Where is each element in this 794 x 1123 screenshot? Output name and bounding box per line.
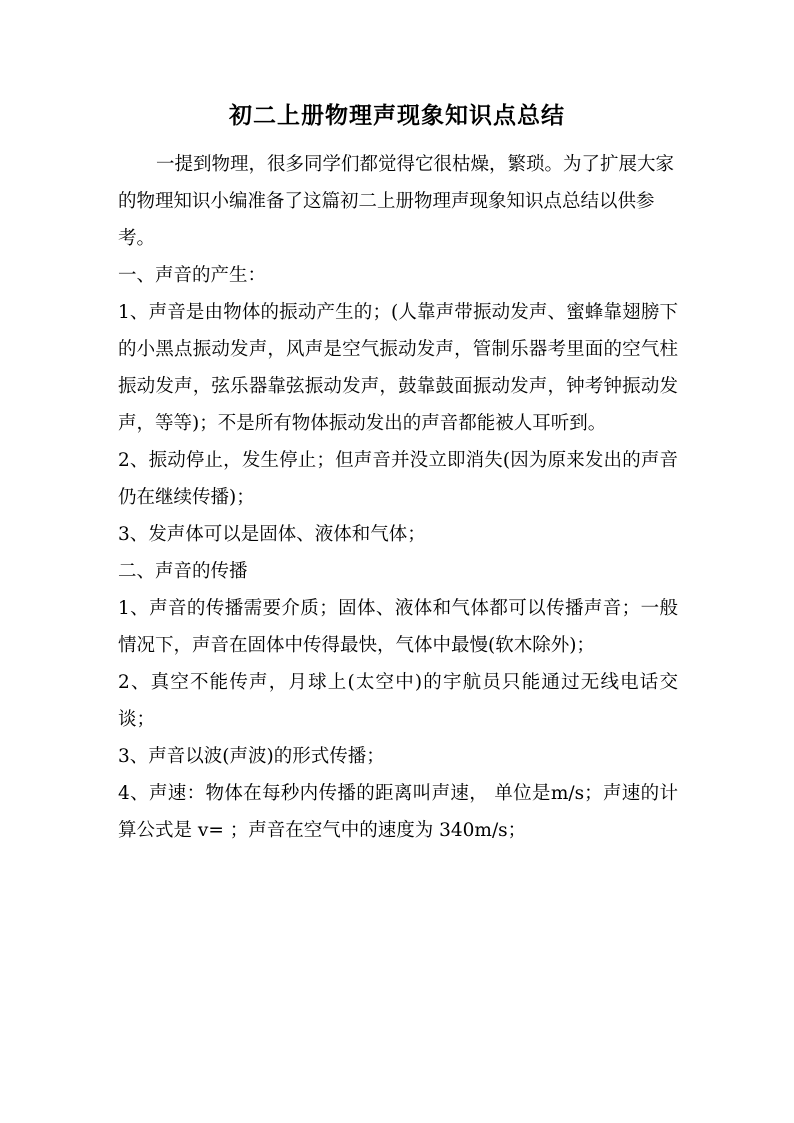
paragraph-production-1: 1、声音是由物体的振动产生的；(人靠声带振动发声、蜜蜂靠翅膀下的小黑点振动发声，风声是空气振动发声，管制乐器考里面的空气柱振动发声，弦乐器靠弦振动发声，鼓靠鼓面振动发声，钟考钟振动发声，等等)；不是所有物体振动发出的声音都能被人耳听到。	[118, 302, 678, 434]
section-heading-sound-production: 一、声音的产生：	[118, 265, 267, 286]
paragraph-propagation-4: 4、声速：物体在每秒内传播的距离叫声速， 单位是m/s；声速的计算公式是 v= ；声音在空气中的速度为 340m/s；	[118, 783, 678, 841]
document-title: 初二上册物理声现象知识点总结	[229, 102, 565, 129]
document-body	[118, 146, 678, 849]
paragraph-production-2: 2、振动停止，发生停止；但声音并没立即消失(因为原来发出的声音仍在继续传播)；	[118, 450, 678, 508]
intro-paragraph: 一提到物理，很多同学们都觉得它很枯燥，繁琐。为了扩展大家的物理知识小编准备了这篇初二上册物理声现象知识点总结以供参考。	[118, 154, 675, 249]
paragraph-propagation-3: 3、声音以波(声波)的形式传播；	[118, 746, 385, 767]
paragraph-propagation-1: 1、声音的传播需要介质；固体、液体和气体都可以传播声音；一般情况下，声音在固体中传得最快，气体中最慢(软木除外)；	[118, 598, 678, 656]
paragraph-propagation-2: 2、真空不能传声，月球上(太空中)的宇航员只能通过无线电话交谈；	[118, 672, 678, 730]
section-heading-sound-propagation: 二、声音的传播	[118, 561, 248, 582]
paragraph-production-3: 3、发声体可以是固体、液体和气体；	[118, 524, 426, 545]
